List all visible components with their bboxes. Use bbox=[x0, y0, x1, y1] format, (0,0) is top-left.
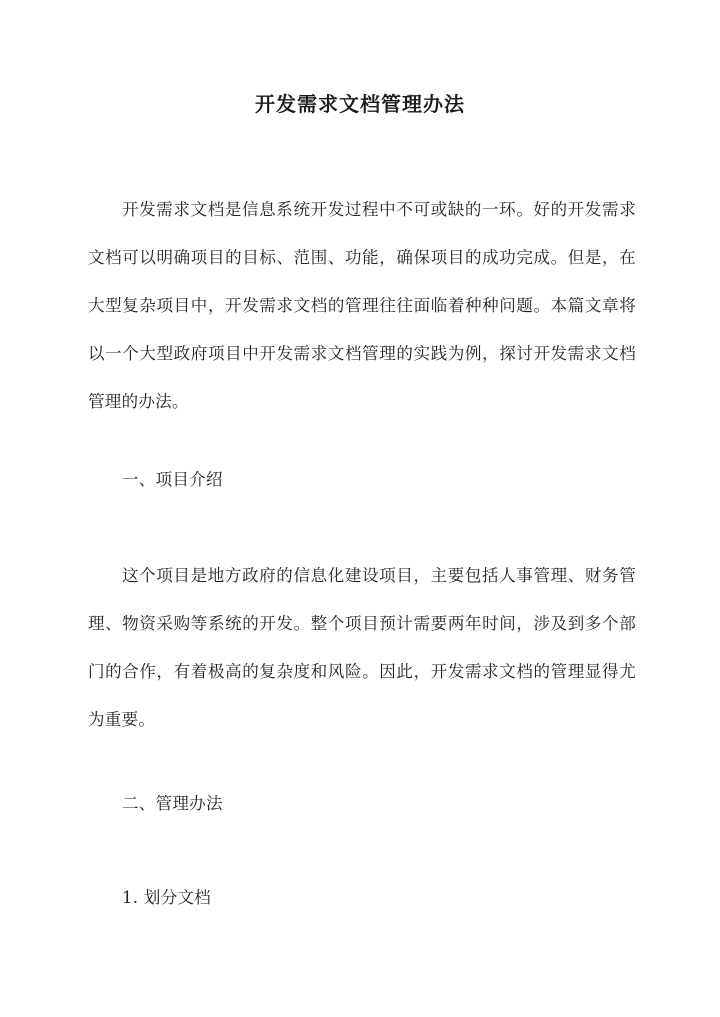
intro-paragraph: 开发需求文档是信息系统开发过程中不可或缺的一环。好的开发需求文档可以明确项目的目标、范围、功能，确保项目的成功完成。但是，在大型复杂项目中，开发需求文档的管理往往面临着种种问题。本篇文章将以一个大型政府项目中开发需求文档管理的实践为例，探讨开发需求文档管理的办法。 bbox=[88, 200, 636, 411]
section-heading-project-intro: 一、项目介绍 bbox=[122, 470, 223, 489]
document-title: 开发需求文档管理办法 bbox=[255, 92, 465, 116]
project-intro-paragraph: 这个项目是地方政府的信息化建设项目，主要包括人事管理、财务管理、物资采购等系统的开发。整个项目预计需要两年时间，涉及到多个部门的合作，有着极高的复杂度和风险。因此，开发需求文档的管理显得尤为重要。 bbox=[88, 566, 636, 729]
subsection-heading-divide-docs: 1. 划分文档 bbox=[122, 888, 212, 907]
section-heading-management: 二、管理办法 bbox=[122, 794, 223, 813]
